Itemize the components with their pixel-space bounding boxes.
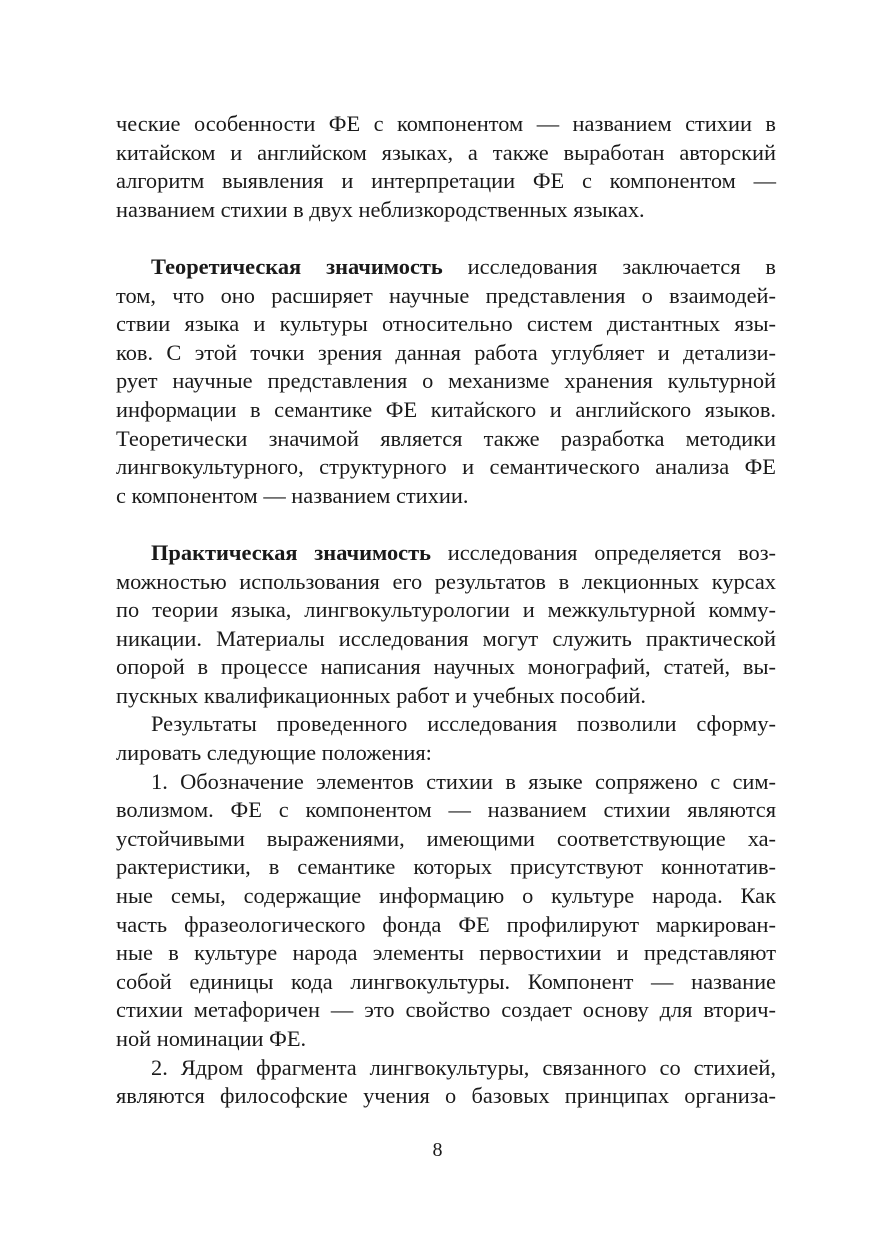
text-line: Результаты проведенного исследования позволили сформу- bbox=[151, 711, 776, 737]
page-body bbox=[116, 110, 776, 1111]
page-number: 8 bbox=[432, 1139, 443, 1161]
text-line: ческие особенности ФЕ с компонентом — названием стихии в bbox=[116, 111, 776, 136]
text-line: Теоретически значимой является также разработка методики bbox=[116, 425, 776, 451]
text-line: ные семы, содержащие информацию о культуре народа. Как bbox=[116, 883, 776, 909]
text-line: ствии языка и культуры относительно систем дистантных язы- bbox=[116, 311, 776, 337]
paragraph-gap bbox=[116, 224, 776, 253]
text-line: никации. Материалы исследования могут служить практической bbox=[116, 625, 776, 651]
practical-significance-heading: Практическая значимость bbox=[151, 539, 431, 565]
text-line: являются философские учения о базовых принципах организа- bbox=[116, 1083, 776, 1109]
text-line: можностью использования его результатов в лекционных курсах bbox=[116, 568, 776, 594]
text-line: волизмом. ФЕ с компонентом — названием стихии являются bbox=[116, 797, 776, 823]
text-fragment: исследования определяется воз- bbox=[430, 539, 776, 565]
text-line: китайском и английском языках, а также выработан авторский bbox=[116, 139, 776, 165]
text-line: информации в семантике ФЕ китайского и английского языков. bbox=[116, 396, 776, 422]
text-line: лировать следующие положения: bbox=[116, 740, 432, 766]
text-line: ков. С этой точки зрения данная работа углубляет и детализи- bbox=[116, 339, 776, 365]
text-line: устойчивыми выражениями, имеющими соответствующие ха- bbox=[116, 825, 776, 851]
paragraph-theoretical-significance bbox=[116, 253, 776, 510]
paragraph-gap bbox=[116, 510, 776, 539]
text-line bbox=[116, 539, 776, 568]
text-line: с компонентом — названием стихии. bbox=[116, 482, 469, 508]
paragraph-practical-significance bbox=[116, 539, 776, 711]
text-line: названием стихии в двух неблизкородственных языках. bbox=[116, 196, 645, 222]
text-line bbox=[116, 253, 776, 282]
paragraph-point-2 bbox=[116, 1054, 776, 1111]
paragraph-point-1 bbox=[116, 768, 776, 1054]
text-line: рует научные представления о механизме хранения культурной bbox=[116, 368, 776, 394]
text-line: рактеристики, в семантике которых присутствуют коннотатив- bbox=[116, 854, 776, 880]
text-line: часть фразеологического фонда ФЕ профилируют маркирован- bbox=[116, 911, 776, 937]
paragraph-intro-continuation bbox=[116, 110, 776, 224]
text-line: том, что оно расширяет научные представления о взаимодей- bbox=[116, 282, 776, 308]
text-line: стихии метафоричен — это свойство создает основу для вторич- bbox=[116, 997, 776, 1023]
text-line: 1. Обозначение элементов стихии в языке сопряжено с сим- bbox=[151, 768, 776, 794]
text-line: лингвокультурного, структурного и семантического анализа ФЕ bbox=[116, 454, 776, 480]
text-line: 2. Ядром фрагмента лингвокультуры, связанного со стихией, bbox=[151, 1054, 776, 1080]
text-line: пускных квалификационных работ и учебных пособий. bbox=[116, 682, 647, 708]
text-line: ные в культуре народа элементы первостихии и представляют bbox=[116, 940, 776, 966]
paragraph-results-intro bbox=[116, 710, 776, 767]
text-line: алгоритм выявления и интерпретации ФЕ с компонентом — bbox=[116, 168, 776, 194]
text-line: опорой в процессе написания научных монографий, статей, вы- bbox=[116, 654, 776, 680]
text-fragment: исследования заключается в bbox=[442, 253, 777, 279]
text-line: по теории языка, лингвокультурологии и межкультурной комму- bbox=[116, 597, 776, 623]
text-line: ной номинации ФЕ. bbox=[116, 1026, 307, 1051]
text-line: собой единицы кода лингвокультуры. Компонент — название bbox=[116, 968, 776, 994]
theoretical-significance-heading: Теоретическая значимость bbox=[151, 253, 443, 279]
